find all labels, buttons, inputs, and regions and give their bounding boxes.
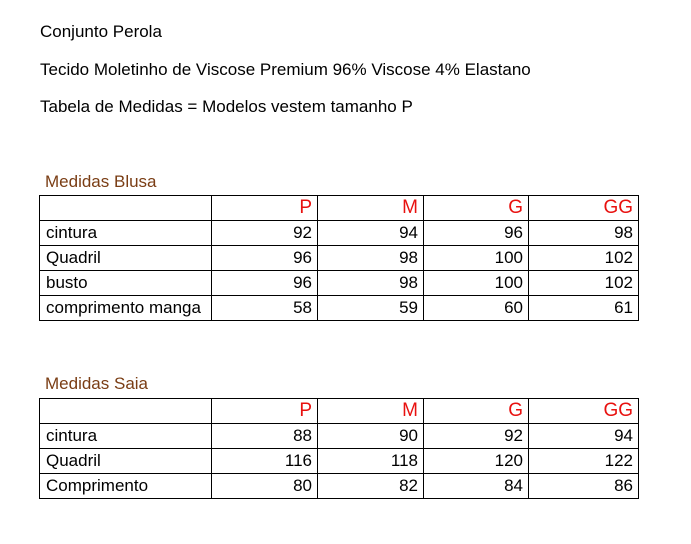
measurement-cell: 118 bbox=[318, 449, 424, 474]
blusa-section-title: Medidas Blusa bbox=[45, 172, 157, 191]
measurement-cell: 100 bbox=[424, 246, 529, 271]
table-row bbox=[40, 221, 639, 246]
size-header-gg: GG bbox=[529, 399, 639, 424]
measurement-cell: 58 bbox=[212, 296, 318, 321]
measurement-cell: 92 bbox=[424, 424, 529, 449]
blusa-table-body bbox=[40, 196, 639, 321]
size-header-p: P bbox=[212, 399, 318, 424]
measurement-cell: 94 bbox=[318, 221, 424, 246]
measurement-cell: 98 bbox=[529, 221, 639, 246]
saia-measures-table bbox=[39, 398, 639, 499]
saia-table-body bbox=[40, 399, 639, 499]
measurement-cell: 102 bbox=[529, 246, 639, 271]
measurement-cell: 86 bbox=[529, 474, 639, 499]
document-title: Conjunto Perola bbox=[40, 22, 162, 41]
measurement-cell: 94 bbox=[529, 424, 639, 449]
row-label: Comprimento bbox=[40, 474, 212, 499]
row-label: cintura bbox=[40, 221, 212, 246]
row-label: cintura bbox=[40, 424, 212, 449]
table-row bbox=[40, 246, 639, 271]
header-corner-cell bbox=[40, 196, 212, 221]
blusa-measures-table bbox=[39, 195, 639, 321]
table-row bbox=[40, 424, 639, 449]
measurement-cell: 96 bbox=[424, 221, 529, 246]
saia-section-title: Medidas Saia bbox=[45, 374, 149, 393]
table-row bbox=[40, 474, 639, 499]
measurement-cell: 60 bbox=[424, 296, 529, 321]
measurement-cell: 88 bbox=[212, 424, 318, 449]
fabric-description: Tecido Moletinho de Viscose Premium 96% Viscose 4% Elastano bbox=[40, 60, 531, 79]
measurement-cell: 84 bbox=[424, 474, 529, 499]
header-corner-cell bbox=[40, 399, 212, 424]
measurement-cell: 120 bbox=[424, 449, 529, 474]
measurement-cell: 82 bbox=[318, 474, 424, 499]
row-label: Quadril bbox=[40, 449, 212, 474]
size-header-p: P bbox=[212, 196, 318, 221]
table-row bbox=[40, 449, 639, 474]
table-row bbox=[40, 271, 639, 296]
measurement-cell: 90 bbox=[318, 424, 424, 449]
row-label: Quadril bbox=[40, 246, 212, 271]
size-note: Tabela de Medidas = Modelos vestem tamanho P bbox=[40, 97, 413, 116]
size-header-row bbox=[40, 399, 639, 424]
measurement-cell: 59 bbox=[318, 296, 424, 321]
measurement-cell: 102 bbox=[529, 271, 639, 296]
measurement-cell: 96 bbox=[212, 246, 318, 271]
row-label: busto bbox=[40, 271, 212, 296]
measurement-cell: 116 bbox=[212, 449, 318, 474]
measurement-cell: 98 bbox=[318, 271, 424, 296]
measurement-cell: 100 bbox=[424, 271, 529, 296]
measurement-cell: 92 bbox=[212, 221, 318, 246]
size-header-g: G bbox=[424, 399, 529, 424]
measurement-cell: 80 bbox=[212, 474, 318, 499]
size-header-m: M bbox=[318, 196, 424, 221]
measurement-cell: 61 bbox=[529, 296, 639, 321]
row-label: comprimento manga bbox=[40, 296, 212, 321]
measurement-cell: 96 bbox=[212, 271, 318, 296]
size-header-row bbox=[40, 196, 639, 221]
measurement-cell: 98 bbox=[318, 246, 424, 271]
measurement-cell: 122 bbox=[529, 449, 639, 474]
size-header-m: M bbox=[318, 399, 424, 424]
size-header-g: G bbox=[424, 196, 529, 221]
size-header-gg: GG bbox=[529, 196, 639, 221]
table-row bbox=[40, 296, 639, 321]
